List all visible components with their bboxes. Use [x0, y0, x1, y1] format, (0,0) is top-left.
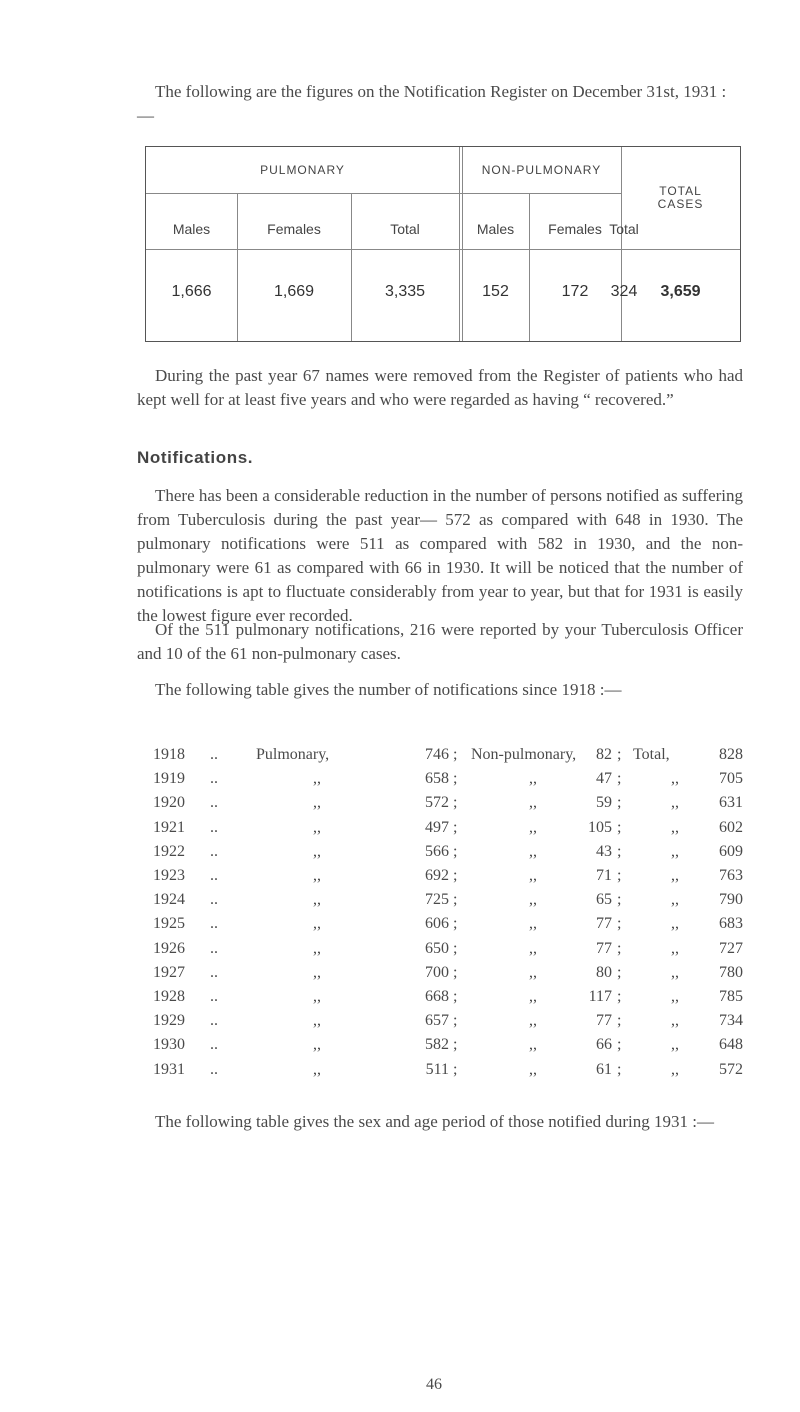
pulmonary-total-value: 3,335: [384, 283, 426, 300]
non-pulmonary-value: 82: [596, 746, 612, 763]
pulmonary-header: PULMONARY: [260, 163, 345, 177]
non-pulmonary-females-header: Females: [548, 221, 602, 237]
total-value: 785: [719, 988, 743, 1005]
total-label: ,,: [671, 939, 679, 957]
total-value: 828: [719, 746, 743, 763]
dots-cell: ..: [210, 1036, 218, 1054]
column-divider: [529, 193, 530, 341]
non-pulmonary-value: 71: [596, 867, 612, 884]
separator: ;: [453, 818, 458, 836]
table-row: [153, 964, 753, 988]
separator: ;: [617, 746, 622, 763]
non-pulmonary-label: ,,: [529, 915, 537, 933]
separator: ;: [617, 1060, 622, 1078]
separator: ;: [453, 794, 458, 812]
separator: ;: [617, 988, 622, 1005]
separator: ;: [453, 963, 458, 981]
column-divider: [351, 193, 352, 341]
non-pulmonary-males-header: Males: [476, 221, 515, 237]
pulmonary-value: 606: [425, 915, 449, 933]
non-pulmonary-value: 66: [596, 1036, 612, 1054]
non-pulmonary-label: ,,: [529, 770, 537, 788]
register-table: [145, 146, 741, 342]
pulmonary-females-header: Females: [267, 221, 321, 237]
non-pulmonary-label: ,,: [529, 963, 537, 981]
dots-cell: ..: [210, 1012, 218, 1030]
total-label: ,,: [671, 963, 679, 981]
year-cell: 1924: [153, 891, 185, 909]
non-pulmonary-label: ,,: [529, 842, 537, 860]
table-row: [153, 1061, 753, 1085]
year-cell: 1926: [153, 939, 185, 957]
separator: ;: [453, 915, 458, 933]
year-cell: 1925: [153, 915, 185, 933]
non-pulmonary-value: 117: [588, 988, 612, 1005]
total-value: 609: [719, 842, 743, 860]
total-value: 648: [719, 1036, 743, 1054]
total-header-line1: TOTAL: [659, 184, 702, 198]
table-row: [153, 867, 753, 891]
sex-age-paragraph: The following table gives the sex and age period of those notified during 1931 :—: [155, 1112, 714, 1131]
pulmonary-label: ,,: [313, 1012, 321, 1030]
non-pulmonary-label: ,,: [529, 939, 537, 957]
dots-cell: ..: [210, 915, 218, 933]
year-cell: 1929: [153, 1012, 185, 1030]
pulmonary-value: 658: [425, 770, 449, 788]
non-pulmonary-label: ,,: [529, 988, 537, 1005]
pulmonary-label: ,,: [313, 963, 321, 981]
table-row: [153, 940, 753, 964]
table-row: [153, 915, 753, 939]
dots-cell: ..: [210, 988, 218, 1005]
dots-cell: ..: [210, 939, 218, 957]
separator: ;: [617, 794, 622, 812]
total-label: ,,: [671, 818, 679, 836]
separator: ;: [617, 867, 622, 884]
pulmonary-label: ,,: [313, 939, 321, 957]
pulmonary-label: ,,: [313, 1060, 321, 1078]
total-value: 631: [719, 794, 743, 812]
separator: ;: [617, 939, 622, 957]
dots-cell: ..: [210, 891, 218, 909]
total-header-line2: CASES: [657, 197, 704, 211]
non-pulmonary-label: ,,: [529, 1036, 537, 1054]
dots-cell: ..: [210, 794, 218, 812]
total-label: Total,: [633, 746, 670, 763]
separator: ;: [617, 1036, 622, 1054]
year-cell: 1919: [153, 770, 185, 788]
non-pulmonary-label: ,,: [529, 891, 537, 909]
pulmonary-females-value: 1,669: [273, 283, 315, 300]
total-label: ,,: [671, 1036, 679, 1054]
total-value: 790: [719, 891, 743, 909]
year-cell: 1931: [153, 1060, 185, 1078]
non-pulmonary-value: 77: [596, 939, 612, 957]
pulmonary-value: 725: [425, 891, 449, 909]
dots-cell: ..: [210, 842, 218, 860]
non-pulmonary-value: 105: [588, 818, 612, 836]
year-cell: 1920: [153, 794, 185, 812]
pulmonary-value: 572: [425, 794, 449, 812]
dots-cell: ..: [210, 746, 218, 763]
pulmonary-value: 692: [425, 867, 449, 884]
year-cell: 1930: [153, 1036, 185, 1054]
table-row: [153, 843, 753, 867]
total-value: 602: [719, 818, 743, 836]
year-cell: 1921: [153, 818, 185, 836]
column-divider: [237, 193, 238, 341]
total-value: 683: [719, 915, 743, 933]
table-row: [153, 746, 753, 770]
total-label: ,,: [671, 867, 679, 884]
pulmonary-value: 700: [425, 963, 449, 981]
table-row: [153, 1036, 753, 1060]
year-cell: 1922: [153, 842, 185, 860]
total-label: ,,: [671, 842, 679, 860]
table-row: [153, 794, 753, 818]
separator: ;: [453, 1060, 458, 1078]
separator: ;: [617, 891, 622, 909]
separator: ;: [453, 1036, 458, 1054]
pulmonary-label: Pulmonary,: [256, 746, 330, 763]
separator: ;: [617, 915, 622, 933]
separator: ;: [453, 770, 458, 788]
pulmonary-value: 650: [425, 939, 449, 957]
separator: ;: [453, 746, 458, 763]
pulmonary-label: ,,: [313, 891, 321, 909]
table-row: [153, 770, 753, 794]
table-row: [153, 1012, 753, 1036]
total-label: ,,: [671, 794, 679, 812]
separator: ;: [617, 770, 622, 788]
total-label: ,,: [671, 988, 679, 1005]
row-divider: [146, 193, 621, 194]
pulmonary-label: ,,: [313, 770, 321, 788]
year-cell: 1927: [153, 963, 185, 981]
total-cases-header: [621, 185, 740, 211]
separator: ;: [453, 867, 458, 884]
separator: ;: [453, 939, 458, 957]
pulmonary-value: 511: [425, 1060, 449, 1078]
separator: ;: [617, 963, 622, 981]
year-cell: 1918: [153, 746, 185, 763]
non-pulmonary-label: ,,: [529, 1012, 537, 1030]
dots-cell: ..: [210, 963, 218, 981]
separator: ;: [453, 1012, 458, 1030]
pulmonary-value: 566: [425, 842, 449, 860]
non-pulmonary-total-value: 324: [610, 283, 638, 300]
page-number: 46: [426, 1376, 442, 1393]
total-label: ,,: [671, 891, 679, 909]
total-label: ,,: [671, 1060, 679, 1078]
non-pulmonary-label: ,,: [529, 818, 537, 836]
table-intro-paragraph: The following table gives the number of notifications since 1918 :—: [155, 680, 622, 699]
year-cell: 1928: [153, 988, 185, 1005]
non-pulmonary-value: 80: [596, 963, 612, 981]
pulmonary-males-header: Males: [172, 221, 211, 237]
total-label: ,,: [671, 770, 679, 788]
row-divider: [146, 249, 740, 250]
non-pulmonary-value: 47: [596, 770, 612, 788]
year-cell: 1923: [153, 867, 185, 884]
pulmonary-label: ,,: [313, 988, 321, 1005]
non-pulmonary-value: 61: [596, 1060, 612, 1078]
table-row: [153, 988, 753, 1012]
non-pulmonary-label: ,,: [529, 794, 537, 812]
total-cases-value: 3,659: [660, 283, 701, 300]
non-pulmonary-label: Non-pulmonary,: [471, 746, 577, 763]
pulmonary-value: 668: [425, 988, 449, 1005]
pulmonary-value: 746: [425, 746, 449, 763]
dots-cell: ..: [210, 1060, 218, 1078]
pulmonary-males-value: 1,666: [171, 283, 212, 300]
non-pulmonary-value: 65: [596, 891, 612, 909]
pulmonary-label: ,,: [313, 867, 321, 884]
non-pulmonary-males-value: 152: [482, 283, 509, 300]
intro-paragraph: The following are the figures on the Notification Register on December 31st, 1931 :—: [137, 82, 727, 125]
notifications-heading: Notifications.: [137, 448, 254, 467]
non-pulmonary-value: 59: [596, 794, 612, 812]
column-divider: [621, 147, 622, 341]
separator: ;: [453, 891, 458, 909]
pulmonary-total-header: Total: [390, 221, 420, 237]
total-value: 734: [719, 1012, 743, 1030]
non-pulmonary-females-value: 172: [561, 283, 589, 300]
table-row: [153, 819, 753, 843]
officer-paragraph: Of the 511 pulmonary notifications, 216 were reported by your Tuberculosis Officer and 10 of the 61 non-pulmonary cases.: [137, 620, 743, 663]
dots-cell: ..: [210, 818, 218, 836]
pulmonary-value: 497: [425, 818, 449, 836]
pulmonary-label: ,,: [313, 1036, 321, 1054]
non-pulmonary-total-header: Total: [609, 221, 639, 237]
reduction-paragraph: There has been a considerable reduction in the number of persons notified as suffering from Tuberculosis during the past year— 572 as compared with 648 in 1930. The pulmonary notifications were 511 as compared with 582 in 1930, and the non-pulmonary were 61 as compared with 66 in 1930. It will be noticed that the number of notifications is apt to fluctuate considerably from year to year, but that for 1931 is easily the lowest figure ever recorded.: [137, 486, 743, 625]
removed-paragraph: During the past year 67 names were removed from the Register of patients who had kept well for at least five years and who were regarded as having “ recovered.”: [137, 366, 743, 409]
separator: ;: [617, 818, 622, 836]
pulmonary-label: ,,: [313, 794, 321, 812]
dots-cell: ..: [210, 867, 218, 884]
separator: ;: [453, 988, 458, 1005]
total-value: 572: [719, 1060, 743, 1078]
non-pulmonary-label: ,,: [529, 867, 537, 884]
non-pulmonary-value: 43: [596, 842, 612, 860]
pulmonary-label: ,,: [313, 818, 321, 836]
non-pulmonary-header: NON-PULMONARY: [481, 163, 602, 177]
pulmonary-value: 657: [425, 1012, 449, 1030]
separator: ;: [617, 1012, 622, 1030]
separator: ;: [453, 842, 458, 860]
non-pulmonary-value: 77: [596, 915, 612, 933]
column-divider: [459, 147, 460, 341]
total-label: ,,: [671, 1012, 679, 1030]
non-pulmonary-label: ,,: [529, 1060, 537, 1078]
table-row: [153, 891, 753, 915]
total-value: 727: [719, 939, 743, 957]
total-value: 763: [719, 867, 743, 884]
pulmonary-value: 582: [425, 1036, 449, 1054]
dots-cell: ..: [210, 770, 218, 788]
separator: ;: [617, 842, 622, 860]
pulmonary-label: ,,: [313, 842, 321, 860]
pulmonary-label: ,,: [313, 915, 321, 933]
total-label: ,,: [671, 915, 679, 933]
total-value: 780: [719, 963, 743, 981]
non-pulmonary-value: 77: [596, 1012, 612, 1030]
total-value: 705: [719, 770, 743, 788]
